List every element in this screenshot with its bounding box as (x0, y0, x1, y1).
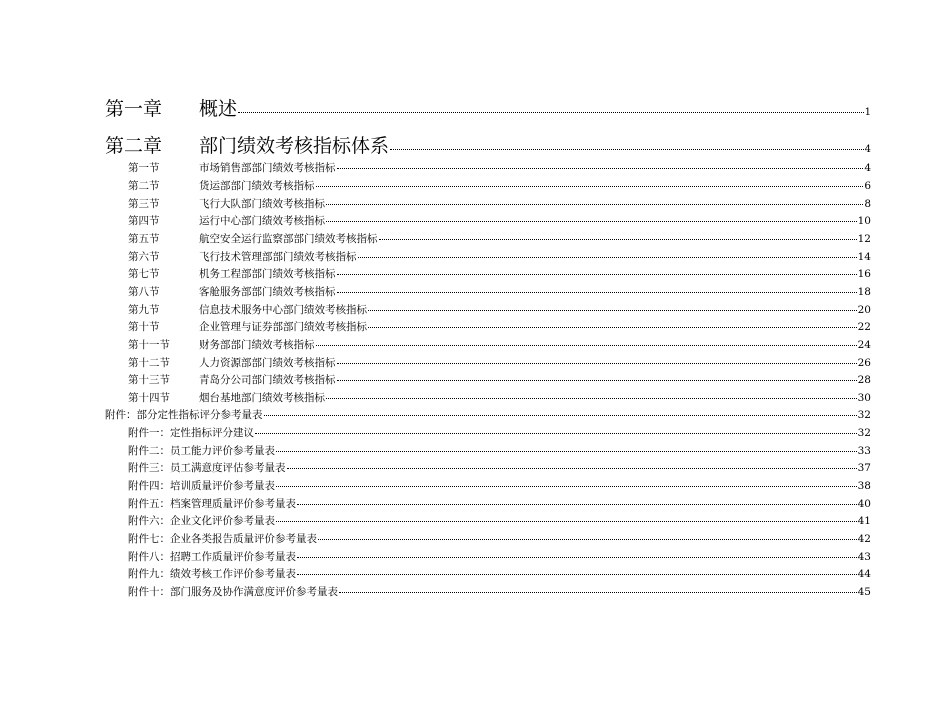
section-title: 财务部部门绩效考核指标 (199, 339, 315, 351)
section-title: 机务工程部部门绩效考核指标 (199, 268, 336, 280)
dot-leader (264, 415, 857, 416)
appendix-item-page-number: 32 (857, 427, 871, 439)
dot-leader (297, 504, 857, 505)
dot-leader (326, 398, 857, 399)
toc-appendix-item-8[interactable] (105, 549, 871, 564)
appendix-item-title: 附件二：员工能力评价参考量表 (128, 445, 275, 457)
chapter-page-number: 1 (864, 107, 871, 118)
toc-section-13[interactable] (105, 372, 871, 387)
appendix-item-page-number: 40 (857, 498, 871, 510)
section-title: 货运部部门绩效考核指标 (199, 180, 315, 192)
section-number: 第十四节 (128, 392, 170, 404)
dot-leader (297, 574, 857, 575)
dot-leader (326, 221, 857, 222)
section-title: 企业管理与证券部部门绩效考核指标 (199, 321, 367, 333)
toc-section-14[interactable] (105, 390, 871, 405)
appendix-item-page-number: 42 (857, 533, 871, 545)
section-title: 运行中心部门绩效考核指标 (199, 215, 325, 227)
section-number: 第二节 (128, 180, 160, 192)
section-page-number: 26 (857, 357, 871, 369)
dot-leader (326, 204, 863, 205)
appendix-item-page-number: 37 (857, 462, 871, 474)
dot-leader (358, 257, 857, 258)
dot-leader (337, 363, 857, 364)
appendix-item-title: 附件八：招聘工作质量评价参考量表 (128, 551, 296, 563)
appendix-item-title: 附件四：培训质量评价参考量表 (128, 480, 275, 492)
appendix-item-title: 附件七：企业各类报告质量评价参考量表 (128, 533, 317, 545)
appendix-item-page-number: 44 (857, 568, 871, 580)
dot-leader (276, 451, 857, 452)
toc-appendix-item-6[interactable] (105, 513, 871, 528)
section-number: 第一节 (128, 162, 160, 174)
section-page-number: 30 (857, 392, 871, 404)
section-number: 第十二节 (128, 357, 170, 369)
section-page-number: 28 (857, 374, 871, 386)
appendix-item-page-number: 41 (857, 515, 871, 527)
section-page-number: 18 (857, 286, 871, 298)
toc-section-11[interactable] (105, 337, 871, 352)
toc-section-4[interactable] (105, 213, 871, 228)
toc-appendix[interactable] (105, 407, 871, 422)
dot-leader (276, 521, 857, 522)
appendix-item-title: 附件一：定性指标评分建议 (128, 427, 254, 439)
chapter-page-number: 4 (864, 144, 871, 155)
chapter-title: 部门绩效考核指标体系 (199, 135, 390, 157)
appendix-title: 附件：部分定性指标评分参考量表 (105, 409, 263, 421)
toc-section-10[interactable] (105, 319, 871, 334)
chapter-number: 第二章 (105, 135, 163, 157)
section-title: 航空安全运行监察部部门绩效考核指标 (199, 233, 378, 245)
section-number: 第七节 (128, 268, 160, 280)
dot-leader (337, 292, 857, 293)
appendix-page-number: 32 (857, 409, 871, 421)
section-page-number: 22 (857, 321, 871, 333)
section-page-number: 12 (857, 233, 871, 245)
section-page-number: 14 (857, 251, 871, 263)
appendix-item-title: 附件十：部门服务及协作满意度评价参考量表 (128, 586, 338, 598)
toc-section-6[interactable] (105, 249, 871, 264)
dot-leader (379, 239, 857, 240)
toc-appendix-item-10[interactable] (105, 584, 871, 599)
dot-leader (390, 149, 864, 150)
section-page-number: 4 (864, 162, 871, 174)
toc-section-7[interactable] (105, 266, 871, 281)
section-page-number: 20 (857, 304, 871, 316)
section-number: 第六节 (128, 251, 160, 263)
dot-leader (368, 310, 857, 311)
chapter-number: 第一章 (105, 98, 163, 120)
toc-chapter-1[interactable] (105, 94, 871, 121)
section-title: 市场销售部部门绩效考核指标 (199, 162, 336, 174)
section-title: 飞行技术管理部部门绩效考核指标 (199, 251, 357, 263)
toc-appendix-item-3[interactable] (105, 460, 871, 475)
section-number: 第八节 (128, 286, 160, 298)
section-page-number: 16 (857, 268, 871, 280)
dot-leader (316, 345, 857, 346)
section-page-number: 10 (857, 215, 871, 227)
section-title: 烟台基地部门绩效考核指标 (199, 392, 325, 404)
dot-leader (337, 380, 857, 381)
section-page-number: 6 (864, 180, 871, 192)
toc-appendix-item-9[interactable] (105, 566, 871, 581)
appendix-item-title: 附件五：档案管理质量评价参考量表 (128, 498, 296, 510)
section-title: 客舱服务部部门绩效考核指标 (199, 286, 336, 298)
dot-leader (337, 274, 857, 275)
section-number: 第九节 (128, 304, 160, 316)
dot-leader (255, 433, 857, 434)
appendix-item-page-number: 45 (857, 586, 871, 598)
toc-section-5[interactable] (105, 231, 871, 246)
toc-section-8[interactable] (105, 284, 871, 299)
toc-section-1[interactable] (105, 160, 871, 175)
appendix-item-title: 附件六：企业文化评价参考量表 (128, 515, 275, 527)
dot-leader (238, 112, 864, 113)
toc-appendix-item-4[interactable] (105, 478, 871, 493)
toc-section-9[interactable] (105, 302, 871, 317)
toc-appendix-item-2[interactable] (105, 443, 871, 458)
dot-leader (337, 168, 864, 169)
section-number: 第十三节 (128, 374, 170, 386)
dot-leader (297, 557, 857, 558)
toc-appendix-item-5[interactable] (105, 496, 871, 511)
toc-chapter-2[interactable] (105, 131, 871, 158)
chapter-title: 概述 (199, 98, 238, 120)
dot-leader (368, 327, 857, 328)
toc-appendix-item-7[interactable] (105, 531, 871, 546)
section-number: 第十一节 (128, 339, 170, 351)
appendix-item-page-number: 38 (857, 480, 871, 492)
section-title: 飞行大队部门绩效考核指标 (199, 198, 325, 210)
section-page-number: 8 (864, 198, 871, 210)
dot-leader (316, 186, 864, 187)
appendix-item-title: 附件三：员工满意度评估参考量表 (128, 462, 286, 474)
section-number: 第十节 (128, 321, 160, 333)
dot-leader (287, 468, 857, 469)
dot-leader (318, 539, 857, 540)
toc-appendix-item-1[interactable] (105, 425, 871, 440)
toc-section-12[interactable] (105, 355, 871, 370)
section-number: 第四节 (128, 215, 160, 227)
section-number: 第三节 (128, 198, 160, 210)
section-title: 人力资源部部门绩效考核指标 (199, 357, 336, 369)
dot-leader (276, 486, 857, 487)
toc-section-3[interactable] (105, 196, 871, 211)
section-page-number: 24 (857, 339, 871, 351)
section-title: 信息技术服务中心部门绩效考核指标 (199, 304, 367, 316)
section-number: 第五节 (128, 233, 160, 245)
toc-section-2[interactable] (105, 178, 871, 193)
appendix-item-title: 附件九：绩效考核工作评价参考量表 (128, 568, 296, 580)
appendix-item-page-number: 33 (857, 445, 871, 457)
dot-leader (339, 592, 857, 593)
section-title: 青岛分公司部门绩效考核指标 (199, 374, 336, 386)
appendix-item-page-number: 43 (857, 551, 871, 563)
